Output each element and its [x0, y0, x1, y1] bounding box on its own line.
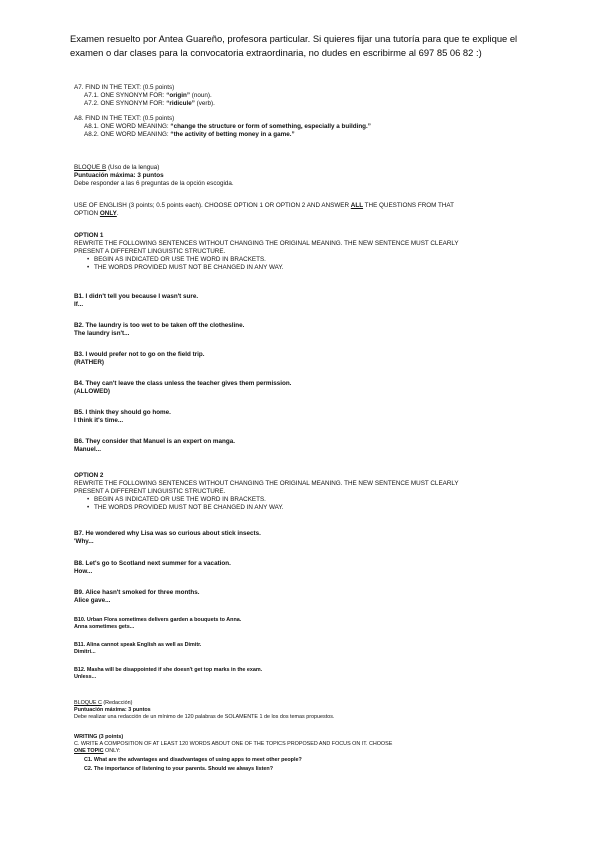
tutor-notice: [70, 32, 540, 60]
option-1-instruction-2: PRESENT A DIFFERENT LINGUISTIC STRUCTURE.: [74, 248, 226, 255]
a7-item-2-suffix: (verb).: [194, 100, 215, 107]
question-b5: [74, 409, 514, 425]
a8-item-1: [74, 123, 514, 131]
question-b3-prompt: (RATHER): [74, 359, 104, 366]
a8-item-2-definition: “the activity of betting money in a game.”: [170, 131, 295, 138]
question-b12-prompt: Unless...: [74, 674, 97, 680]
question-b7-text: B7. He wondered why Lisa was so curious about stick insects.: [74, 530, 261, 537]
a7-item-2: [74, 100, 514, 108]
writing-section: [74, 734, 514, 773]
question-b2-prompt: The laundry isn't...: [74, 330, 130, 337]
question-b11: [74, 642, 514, 656]
question-b2: [74, 322, 514, 338]
option-2-bullet-2: • THE WORDS PROVIDED MUST NOT BE CHANGED IN ANY WAY.: [74, 504, 514, 512]
question-b3: [74, 351, 514, 367]
use-of-english-instructions: [74, 202, 514, 218]
bloque-b-score: Puntuación máxima: 3 puntos: [74, 172, 164, 179]
question-b4-prompt: (ALLOWED): [74, 388, 111, 395]
uoe-line-1-post: THE QUESTIONS FROM THAT: [363, 202, 455, 209]
a8-section: [74, 115, 514, 139]
question-b8: [74, 560, 514, 576]
question-b6: [74, 438, 514, 454]
a7-item-1-word: “origin”: [166, 92, 191, 99]
bloque-b-instruction: Debe responder a las 6 preguntas de la opción escogida.: [74, 180, 234, 187]
a7-item-1-suffix: (noun).: [190, 92, 212, 99]
bloque-b-title: [74, 164, 514, 172]
a8-item-2: [74, 131, 514, 139]
question-b10-text: B10. Urban Flora sometimes delivers garden a bouquets to Anna.: [74, 617, 242, 623]
bloque-c-title-rest: (Redacción): [101, 700, 133, 706]
question-b1-text: B1. I didn't tell you because I wasn't sure.: [74, 293, 199, 300]
a7-item-2-prefix: A7.2. ONE SYNONYM FOR:: [84, 100, 167, 107]
question-b4-text: B4. They can't leave the class unless the teacher gives them permission.: [74, 380, 292, 387]
a8-item-1-prefix: A8.1. ONE WORD MEANING:: [84, 123, 171, 130]
question-b11-prompt: Dimitri...: [74, 649, 96, 655]
option-2-instruction-2: PRESENT A DIFFERENT LINGUISTIC STRUCTURE.: [74, 488, 226, 495]
a7-title: A7. FIND IN THE TEXT: (0.5 points): [74, 84, 175, 91]
question-b5-prompt: I think it's time...: [74, 417, 124, 424]
bloque-c-header: [74, 700, 514, 721]
question-b6-text: B6. They consider that Manuel is an expert on manga.: [74, 438, 235, 445]
option-2-header: [74, 472, 514, 512]
bloque-c-score: Puntuación máxima: 3 puntos: [74, 707, 151, 713]
question-b3-text: B3. I would prefer not to go on the field trip.: [74, 351, 205, 358]
bloque-b-title-underlined: BLOQUE B: [74, 164, 107, 171]
bloque-c-title: [74, 700, 514, 707]
tutor-notice-line-1: Examen resuelto por Antea Guareño, profesora particular. Si quieres fijar una tutoría para que te explique el: [70, 33, 518, 44]
option-2-bullet-1: • BEGIN AS INDICATED OR USE THE WORD IN BRACKETS.: [74, 496, 514, 504]
question-b2-text: B2. The laundry is too wet to be taken off the clothesline.: [74, 322, 245, 329]
uoe-all: ALL: [350, 202, 364, 209]
option-1-bullet-2: • THE WORDS PROVIDED MUST NOT BE CHANGED IN ANY WAY.: [74, 264, 514, 272]
option-1-title: OPTION 1: [74, 232, 104, 239]
question-b10-prompt: Anna sometimes gets...: [74, 624, 135, 630]
question-b9-prompt: Alice gave...: [74, 597, 111, 604]
writing-instruction-2: [74, 748, 514, 755]
writing-title: WRITING (3 points): [74, 734, 124, 740]
a7-item-1: [74, 92, 514, 100]
option-2-instruction-1: REWRITE THE FOLLOWING SENTENCES WITHOUT CHANGING THE ORIGINAL MEANING. THE NEW SENTENCE MUST CLEARLY: [74, 480, 459, 487]
question-b10: [74, 617, 514, 631]
bloque-c-title-underlined: BLOQUE C: [74, 700, 102, 706]
question-b11-text: B11. Alina cannot speak English as well as Dimitr.: [74, 642, 202, 648]
option-1-bullet-1: • BEGIN AS INDICATED OR USE THE WORD IN BRACKETS.: [74, 256, 514, 264]
a7-section: [74, 84, 514, 108]
use-of-english-line-1: [74, 202, 514, 210]
question-b12: [74, 667, 514, 681]
bloque-c-instruction: Debe realizar una redacción de un mínimo de 120 palabras de SOLAMENTE 1 de los dos temas propuestos.: [74, 714, 335, 720]
writing-instruction: C. WRITE A COMPOSITION OF AT LEAST 120 WORDS ABOUT ONE OF THE TOPICS PROPOSED AND FOCUS ON IT. CHOOSE: [74, 741, 393, 747]
question-b8-prompt: How...: [74, 568, 93, 575]
a8-item-2-prefix: A8.2. ONE WORD MEANING:: [84, 131, 171, 138]
bloque-b-header: [74, 164, 514, 188]
uoe-line-1-pre: USE OF ENGLISH (3 points; 0.5 points each). CHOOSE OPTION 1 OR OPTION 2 AND ANSWER: [74, 202, 351, 209]
writing-topic-c2: C2. The importance of listening to your parents. Should we always listen?: [84, 766, 274, 772]
question-b4: [74, 380, 514, 396]
question-b9: [74, 589, 514, 605]
writing-only: ONLY:: [103, 748, 121, 754]
tutor-notice-line-2: examen o dar clases para la convocatoria extraordinaria, no dudes en escribirme al 697 85 06 82 :): [70, 47, 482, 58]
question-b12-text: B12. Masha will be disappointed if she doesn't get top marks in the exam.: [74, 667, 263, 673]
option-1-header: [74, 232, 514, 272]
bloque-b-title-rest: (Uso de la lengua): [106, 164, 160, 171]
writing-topic-c1: C1. What are the advantages and disadvantages of using apps to meet other people?: [84, 757, 302, 763]
a8-item-1-definition: “change the structure or form of something, especially a building.”: [170, 123, 371, 130]
question-b1-prompt: If...: [74, 301, 84, 308]
use-of-english-line-2: [74, 210, 514, 218]
a8-title: A8. FIND IN THE TEXT: (0.5 points): [74, 115, 175, 122]
question-b7: [74, 530, 514, 546]
question-b9-text: B9. Alice hasn't smoked for three months.: [74, 589, 200, 596]
uoe-line-2-pre: OPTION: [74, 210, 100, 217]
uoe-only: ONLY: [99, 210, 117, 217]
a7-item-2-word: “ridicule”: [166, 100, 195, 107]
question-b7-prompt: 'Why...: [74, 538, 94, 545]
a7-item-1-prefix: A7.1. ONE SYNONYM FOR:: [84, 92, 167, 99]
writing-one-topic: ONE TOPIC: [74, 748, 104, 754]
question-b6-prompt: Manuel...: [74, 446, 101, 453]
uoe-line-2-post: .: [116, 210, 119, 217]
option-1-instruction-1: REWRITE THE FOLLOWING SENTENCES WITHOUT CHANGING THE ORIGINAL MEANING. THE NEW SENTENCE MUST CLEARLY: [74, 240, 459, 247]
question-b1: [74, 293, 514, 309]
option-2-title: OPTION 2: [74, 472, 104, 479]
question-b8-text: B8. Let's go to Scotland next summer for a vacation.: [74, 560, 231, 567]
question-b5-text: B5. I think they should go home.: [74, 409, 171, 416]
